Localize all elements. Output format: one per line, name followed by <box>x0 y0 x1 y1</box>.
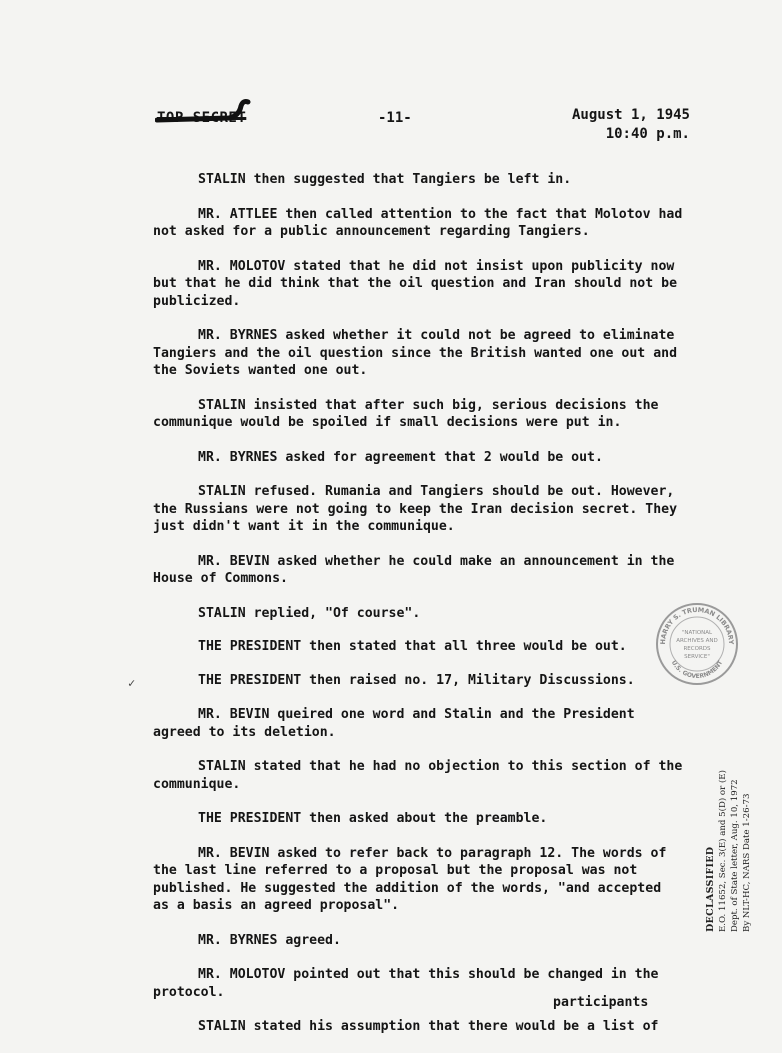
paragraph: STALIN insisted that after such big, serious decisions the communique would be spoiled if small decisions were put in. <box>153 397 659 430</box>
declassified-by: By NLT-HC, NARS Date 1-26-73 <box>742 793 752 932</box>
paragraph: STALIN refused. Rumania and Tangiers should be out. However, the Russians were not going to keep the Iran decision secret. They just didn't want it in the communique. <box>153 484 678 534</box>
paragraph: MR. BYRNES asked whether it could not be agreed to eliminate Tangiers and the oil question since the British wanted one out and the Soviets wanted one out. <box>153 328 678 378</box>
svg-text:U.S. GOVERNMENT <box>670 659 725 680</box>
stamp-line: "NATIONAL <box>681 630 713 636</box>
margin-mark: ✓ <box>128 676 136 690</box>
paragraph: STALIN stated that he had no objection to this section of the communique. <box>153 759 683 792</box>
stamp-line: RECORDS <box>683 646 711 652</box>
paragraph: STALIN replied, "Of course". <box>198 605 421 621</box>
paragraph: THE PRESIDENT then raised no. 17, Military Discussions. <box>198 672 635 688</box>
paragraph: MR. BEVIN asked whether he could make an announcement in the House of Commons. <box>153 553 675 586</box>
stamp-arc-top: HARRY S. TRUMAN LIBRARY <box>658 605 736 645</box>
paragraph: THE PRESIDENT then asked about the preamble. <box>198 811 548 826</box>
minutes-body <box>153 171 683 1053</box>
paragraph: MR. BEVIN queired one word and Stalin and the President agreed to its deletion. <box>153 707 635 740</box>
paragraph: MR. BYRNES asked for agreement that 2 would be out. <box>198 449 603 465</box>
paragraph: MR. ATTLEE then called attention to the fact that Molotov had not asked for a public announcement regarding Tangiers. <box>153 206 683 239</box>
paragraph: MR. BYRNES agreed. <box>198 932 341 948</box>
document-date: August 1, 1945 <box>571 107 690 123</box>
date-time-block <box>572 106 690 144</box>
document-time: 10:40 p.m. <box>605 126 690 142</box>
page-number: -11- <box>378 110 412 126</box>
stamp-arc-bottom: U.S. GOVERNMENT <box>669 659 725 681</box>
declassified-authority: E.O. 11652, Sec. 3(E) and 5(D) or (E) <box>718 770 728 932</box>
paragraph: MR. MOLOTOV pointed out that this should be changed in the protocol. <box>153 967 659 1000</box>
declassification-stamp <box>705 742 775 932</box>
paragraph: THE PRESIDENT then stated that all three would be out. <box>198 639 627 654</box>
stamp-line: ARCHIVES AND <box>676 638 718 644</box>
paragraph: MR. MOLOTOV stated that he did not insist upon publicity now but that he did think that the oil question and Iran should not be publicized. <box>153 258 678 309</box>
classification-marking: TOP SECRET <box>157 110 247 126</box>
continuation-word: participants <box>553 995 649 1010</box>
paragraph: MR. BEVIN asked to refer back to paragraph 12. The words of the last line referred to a proposal but the proposal was not published. He suggested the addition of the words, "and accepted as a basis an agreed proposal". <box>153 845 667 913</box>
declassified-letter: Dept. of State letter, Aug. 10, 1972 <box>730 779 740 932</box>
archives-stamp <box>655 602 739 686</box>
declassified-title: DECLASSIFIED <box>705 846 716 932</box>
paragraph: STALIN stated his assumption that there would be a list of <box>198 1019 659 1034</box>
stamp-line: SERVICE" <box>684 654 710 660</box>
redaction-strike-icon <box>155 96 251 130</box>
paragraph: STALIN then suggested that Tangiers be left in. <box>198 172 572 187</box>
